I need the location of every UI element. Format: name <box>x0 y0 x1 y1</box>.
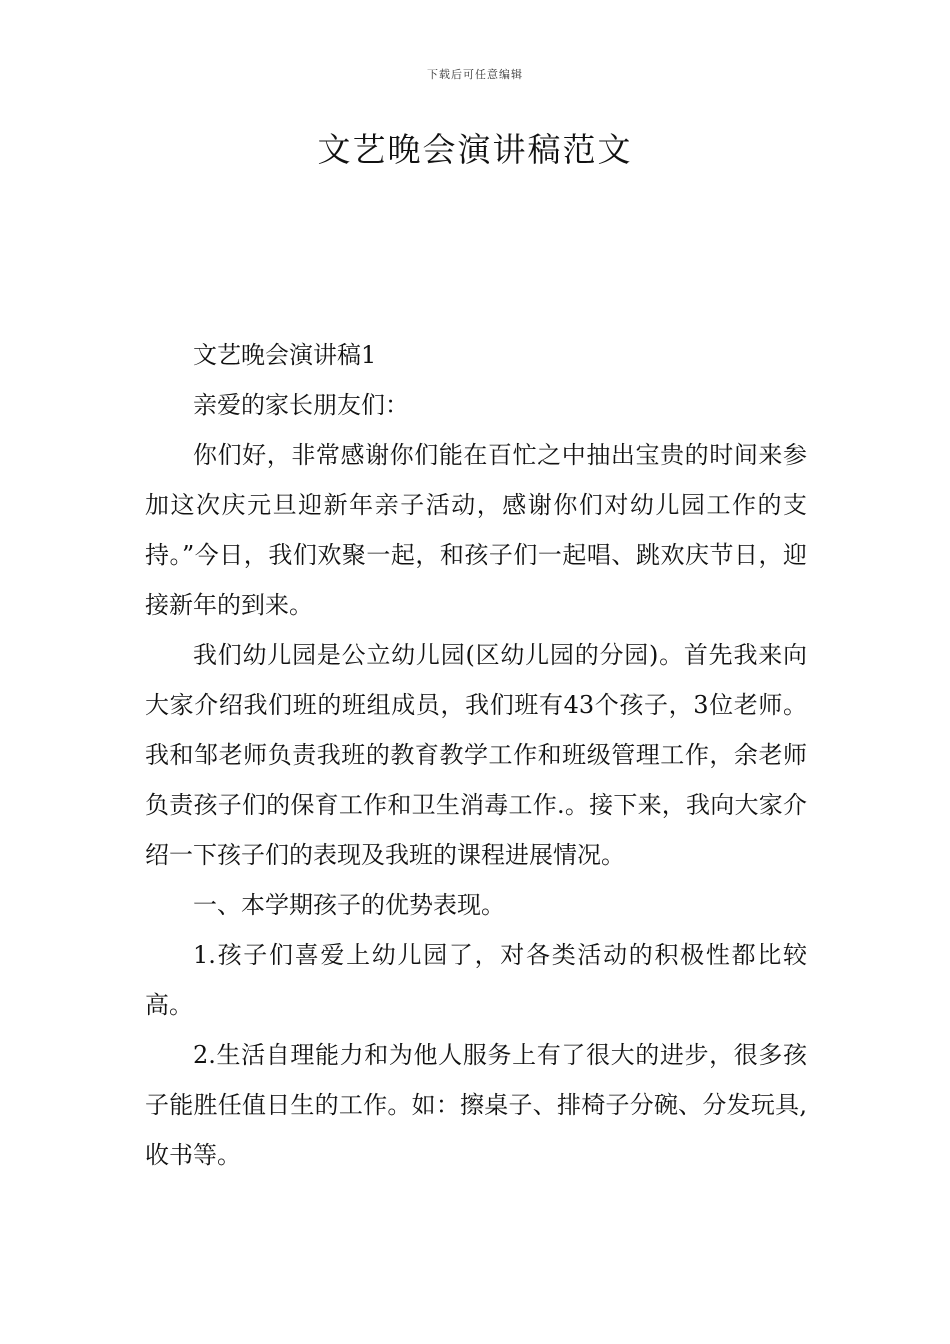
list-item: 1.孩子们喜爱上幼儿园了，对各类活动的积极性都比较高。 <box>145 941 807 1019</box>
body-paragraph: 你们好，非常感谢你们能在百忙之中抽出宝贵的时间来参加这次庆元旦迎新年亲子活动，感谢你们对幼儿园工作的支持。”今日，我们欢聚一起，和孩子们一起唱、跳欢庆节日，迎接新年的到来。 <box>145 441 807 619</box>
salutation: 亲爱的家长朋友们： <box>193 391 409 419</box>
section-heading: 文艺晚会演讲稿1 <box>193 341 377 369</box>
body-paragraph: 我们幼儿园是公立幼儿园(区幼儿园的分园)。首先我来向大家介绍我们班的班组成员，我们班有43个孩子，3位老师。我和邹老师负责我班的教育教学工作和班级管理工作，余老师负责孩子们的保育工作和卫生消毒工作.。接下来，我向大家介绍一下孩子们的表现及我班的课程进展情况。 <box>145 641 807 869</box>
document-body <box>145 330 807 1180</box>
document-title: 文艺晚会演讲稿范文 <box>317 130 633 169</box>
list-item: 2.生活自理能力和为他人服务上有了很大的进步，很多孩子能胜任值日生的工作。如：擦桌子、排椅子分碗、分发玩具,收书等。 <box>145 1041 807 1169</box>
subsection-heading: 一、本学期孩子的优势表现。 <box>193 891 505 919</box>
header-note: 下载后可任意编辑 <box>427 68 523 81</box>
